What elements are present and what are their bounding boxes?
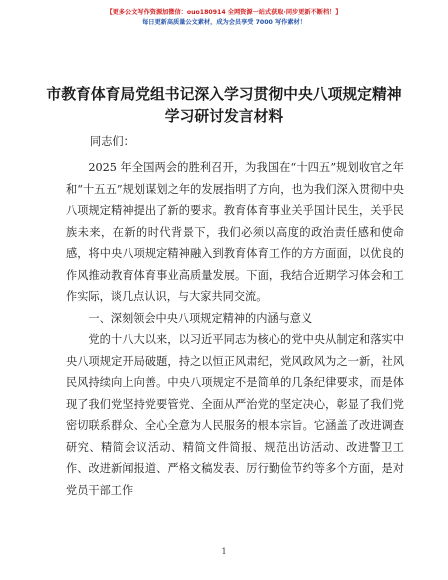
section-heading: 一、深刻领会中央八项规定精神的内涵与意义	[88, 311, 313, 325]
document-title: 市教育体育局党组书记深入学习贯彻中央八项规定精神学习研讨发言材料	[46, 86, 402, 125]
promo-banner	[0, 8, 448, 28]
promo-banner-line2: 每日更新高质量公文素材，成为会员享受 7000 写作素材！	[142, 19, 306, 26]
salutation: 同志们：	[90, 135, 135, 148]
body-paragraph: 党的十八大以来，以习近平同志为核心的党中央从制定和落实中央八项规定开局破题，持之以恒正风肃纪，党风政风为之一新，社风民风持续向上向善。中央八项规定不是简单的几条纪律要求，而是体现了我们党坚持党要管党、全面从严治党的坚定决心，彰显了我们党密切联系群众、全心全意为人民服务的根本宗旨。它涵盖了改进调查研究、精简会议活动、精简文件简报、规范出访活动、改进警卫工作、改进新闻报道、严格文稿发表、厉行勤俭节约等多个方面，是对党员干部工作	[66, 333, 404, 497]
page-number: 1	[221, 547, 227, 556]
document-body	[66, 157, 404, 501]
body-paragraph: 2025 年全国两会的胜利召开，为我国在“十四五”规划收官之年和“十五五”规划谋划之年的发展指明了方向，也为我们深入贯彻中央八项规定精神提出了新的要求。教育体育事业关乎国计民生，关乎民族未来，在新的时代背景下，我们必须以高度的政治责任感和使命感，将中央八项规定精神融入到教育体育工作的方方面面，以优良的作风推动教育体育事业高质量发展。下面，我结合近期学习体会和工作实际，谈几点认识，与大家共同交流。	[66, 161, 404, 303]
promo-banner-line1: 【更多公文写作资源加微信：ouo180914 全网资源一站式获取·同步更新不断档！】	[106, 9, 342, 16]
